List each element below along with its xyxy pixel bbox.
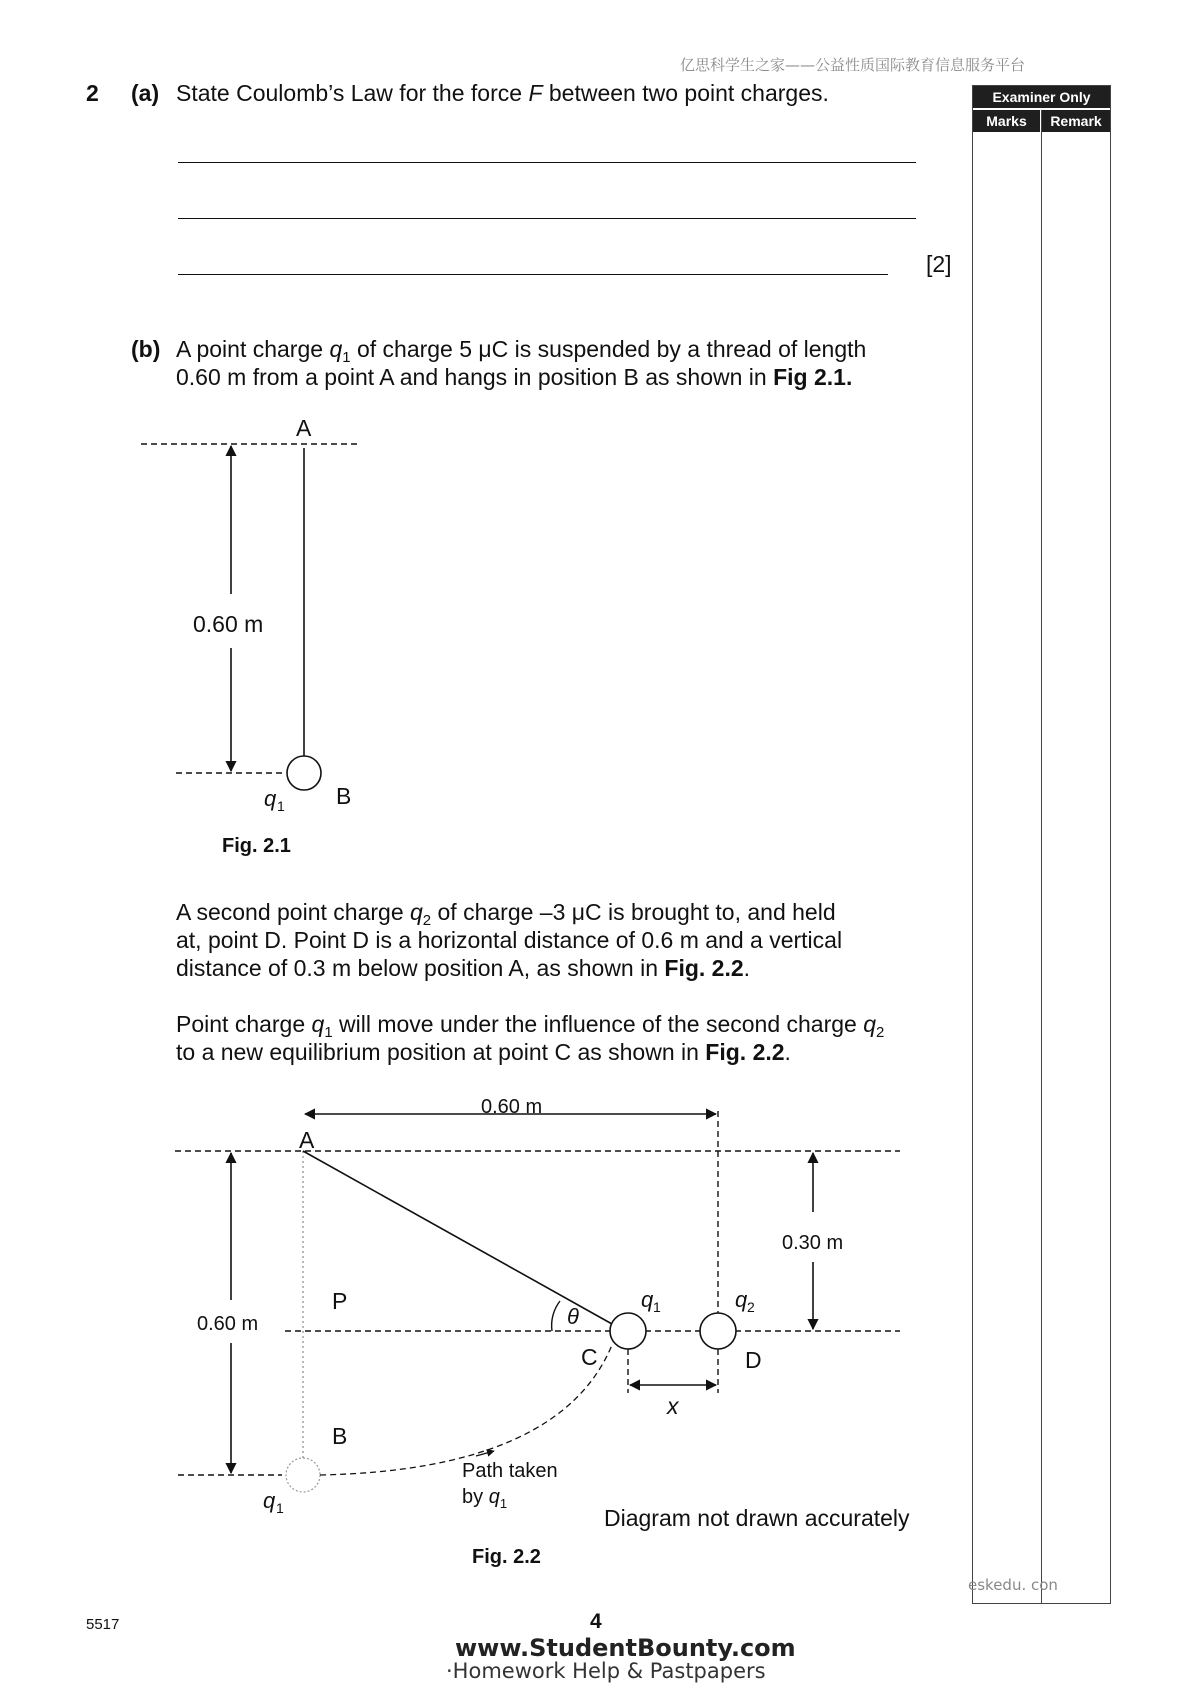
fig2-bottom-q-label: q: [263, 1488, 276, 1513]
part-a-text-before: State Coulomb’s Law for the force: [176, 80, 529, 106]
fig1-caption: Fig. 2.1: [222, 835, 291, 857]
subscript: 1: [342, 349, 351, 367]
charge-symbol: q: [863, 1011, 877, 1037]
charge-symbol: q: [329, 336, 343, 362]
fig2-q2-subscript: 2: [747, 1299, 755, 1315]
fig2-path-label-line1: Path taken: [462, 1460, 558, 1482]
question-number: 2: [86, 80, 99, 106]
text: will move under the influence of the second charge: [332, 1011, 864, 1037]
fig2-note: Diagram not drawn accurately: [604, 1505, 910, 1531]
figure-ref: Fig. 2.2: [705, 1039, 785, 1065]
fig2-x-label: x: [667, 1393, 679, 1419]
figure-ref: Fig 2.1.: [773, 364, 853, 390]
fig2-left-dist-label: 0.60 m: [197, 1313, 259, 1335]
charge-symbol: q: [410, 899, 423, 925]
part-a-text-after: between two point charges.: [542, 80, 829, 106]
charge-symbol: q: [311, 1011, 325, 1037]
paper-code: 5517: [86, 1616, 120, 1633]
fig1-length-label: 0.60 m: [193, 611, 264, 637]
fig2-original-position-b: [286, 1458, 320, 1492]
text: of charge 5 μC is suspended by a thread of length: [350, 336, 867, 362]
fig1-label-b: B: [336, 783, 352, 809]
marks-column-header: Marks: [973, 110, 1040, 132]
fig2-label-b: B: [332, 1423, 348, 1449]
fig2-path-arrow: [476, 1451, 494, 1456]
part-a-variable-f: F: [528, 80, 543, 106]
subscript: 2: [422, 912, 432, 930]
fig2-label-d: D: [745, 1347, 762, 1373]
fig2-label-p: P: [332, 1288, 348, 1314]
fig2-theta-label: θ: [567, 1304, 579, 1329]
subscript: 1: [324, 1024, 333, 1042]
text: to a new equilibrium position at point C as shown in: [176, 1039, 706, 1065]
fig2-vert-dist-label: 0.30 m: [782, 1232, 844, 1254]
figure-ref: Fig. 2.2: [664, 955, 744, 981]
text: A second point charge: [176, 899, 410, 925]
fig2-caption: Fig. 2.2: [472, 1546, 541, 1568]
fig2-q1-subscript: 1: [653, 1299, 661, 1315]
part-b-para2-line2: at, point D. Point D is a horizontal distance of 0.6 m and a vertical: [176, 927, 843, 953]
header-watermark: 亿思科学生之家——公益性质国际教育信息服务平台: [680, 56, 1026, 74]
fig2-q2-label: q: [735, 1287, 748, 1312]
fig2-charge-q2: [700, 1313, 736, 1349]
fig2-top-dist-label: 0.60 m: [481, 1096, 543, 1118]
studentbounty-url[interactable]: www.StudentBounty.com: [455, 1634, 796, 1662]
fig1-q-subscript: 1: [277, 798, 285, 814]
text: A point charge: [176, 336, 330, 362]
text: .: [743, 955, 751, 981]
subscript: 2: [876, 1024, 885, 1042]
fig1-label-a: A: [296, 415, 312, 441]
fig2-label-a: A: [299, 1127, 315, 1153]
examiner-only-title: Examiner Only: [973, 86, 1110, 108]
part-b-label: (b): [131, 336, 161, 362]
text: of charge –3 μC is brought to, and held: [431, 899, 836, 925]
fig2-bottom-q-subscript: 1: [276, 1500, 284, 1516]
text: distance of 0.3 m below position A, as shown in: [176, 955, 665, 981]
text: by: [462, 1486, 489, 1508]
text: .: [784, 1039, 791, 1065]
studentbounty-tagline: ·Homework Help & Pastpapers: [446, 1659, 766, 1683]
eskedu-watermark: eskedu. con: [968, 1576, 1058, 1594]
fig2-charge-q1: [610, 1313, 646, 1349]
remark-column-header: Remark: [1042, 110, 1110, 132]
part-a-label: (a): [131, 80, 160, 106]
text: 0.60 m from a point A and hangs in position B as shown in: [176, 364, 774, 390]
subscript: 1: [499, 1496, 508, 1511]
part-a-marks: [2]: [926, 251, 952, 277]
fig2-path-label-line2: [462, 1486, 507, 1511]
fig2-label-c: C: [581, 1344, 598, 1370]
fig2-path-curve: [320, 1345, 612, 1475]
charge-symbol: q: [488, 1486, 500, 1508]
fig2-theta-arc: [552, 1301, 560, 1331]
text: Point charge: [176, 1011, 312, 1037]
fig1-q-label: q: [264, 786, 277, 811]
fig2-q1-label: q: [641, 1287, 654, 1312]
fig2-thread: [303, 1151, 612, 1324]
page-number: 4: [590, 1610, 602, 1633]
